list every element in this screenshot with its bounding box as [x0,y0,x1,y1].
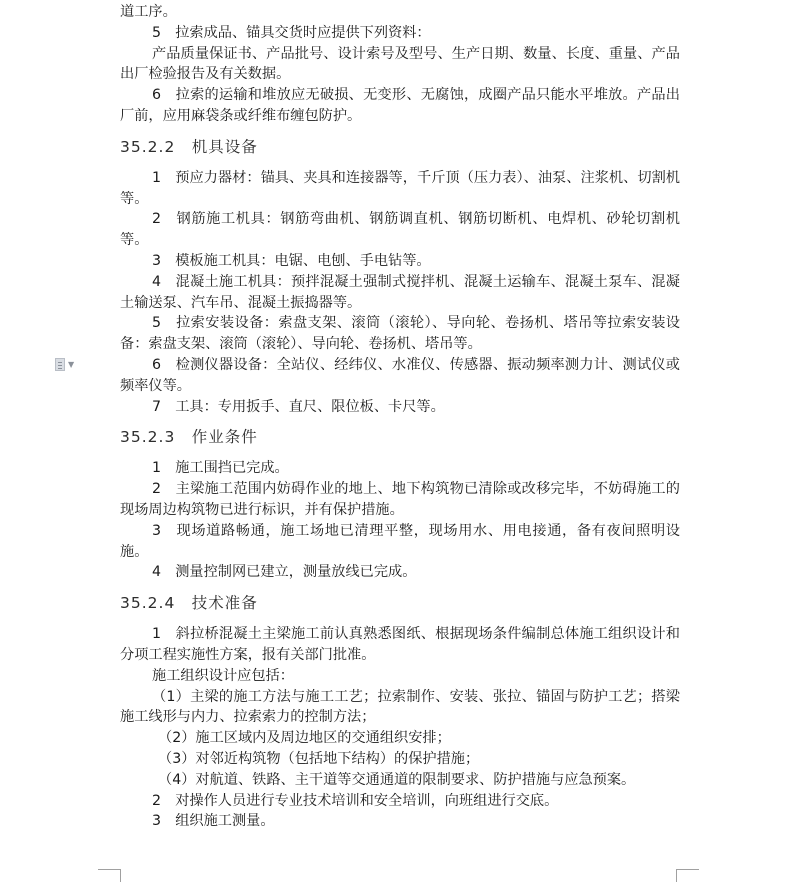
list-item: 4 测量控制网已建立，测量放线已完成。 [152,564,417,581]
section-heading: 35.2.3 作业条件 [120,428,258,447]
list-item: （4）对航道、铁路、主干道等交通通道的限制要求、防护措施与应急预案。 [158,771,636,788]
list-item: 3 模板施工机具：电锯、电刨、手电钻等。 [152,252,431,269]
paragraph: 6 拉索的运输和堆放应无破损、无变形、无腐蚀，成圈产品只能水平堆放。产品出厂前，应用麻袋条或纤维布缠包防护。 [120,87,680,124]
list-item: 2 钢筋施工机具：钢筋弯曲机、钢筋调直机、钢筋切断机、电焊机、砂轮切割机等。 [120,211,680,249]
section-heading: 35.2.4 技术准备 [120,594,258,613]
paragraph: 产品质量保证书、产品批号、设计索号及型号、生产日期、数量、长度、重量、产品出厂检验报告及有关数据。 [120,45,680,83]
list-item: 3 组织施工测量。 [152,813,275,830]
paragraph: 施工组织设计应包括： [152,667,294,684]
paragraph: 1 斜拉桥混凝土主梁施工前认真熟悉图纸、根据现场条件编制总体施工组织设计和 分项工程实施性方案，报有关部门批准。 [120,626,680,663]
list-item: 2 对操作人员进行专业技术培训和安全培训，向班组进行交底。 [152,792,559,809]
list-item: 3 现场道路畅通，施工场地已清理平整，现场用水、用电接通，备有夜间照明设施。 [120,522,680,560]
list-item: （1）主梁的施工方法与施工工艺；拉索制作、安装、张拉、锚固与防护工艺；搭梁施工线形与内力、拉索索力的控制方法； [120,688,680,726]
list-item: （2）施工区域内及周边地区的交通组织安排； [158,730,451,747]
crop-mark [98,869,121,882]
list-item: 6 检测仪器设备：全站仪、经纬仪、水准仪、传感器、振动频率测力计、测试仪或频率仪等。 [120,356,680,394]
list-item: 4 混凝土施工机具：预拌混凝土强制式搅拌机、混凝土运输车、混凝土泵车、混凝土输送泵、汽车吊、混凝土振捣器等。 [120,273,680,311]
list-item: 5 拉索安装设备：索盘支架、滚筒（滚轮）、导向轮、卷扬机、塔吊等拉索安装设备：索盘支架、滚筒（滚轮）、导向轮、卷扬机、塔吊等。 [120,315,680,353]
list-item: 7 工具：专用扳手、直尺、限位板、卡尺等。 [152,398,445,415]
paragraph-options[interactable] [55,358,74,371]
chevron-down-icon: ▼ [68,360,75,369]
list-item: 1 施工围挡已完成。 [152,460,289,477]
list-item: 1 预应力器材：锚具、夹具和连接器等，千斤顶（压力表）、油泵、注浆机、切割机等。 [120,169,680,207]
paragraph: 5 拉索成品、锚具交货时应提供下列资料： [152,24,431,41]
document-body [120,2,680,832]
document-icon [55,358,65,371]
paragraph: 道工序。 [120,4,177,20]
list-item: （3）对邻近构筑物（包括地下结构）的保护措施； [158,750,480,767]
section-heading: 35.2.2 机具设备 [120,137,258,156]
crop-mark [676,869,699,882]
list-item: 2 主梁施工范围内妨碍作业的地上、地下构筑物已清除或改移完毕，不妨碍施工的现场周边构筑物已进行标识，并有保护措施。 [120,481,680,518]
